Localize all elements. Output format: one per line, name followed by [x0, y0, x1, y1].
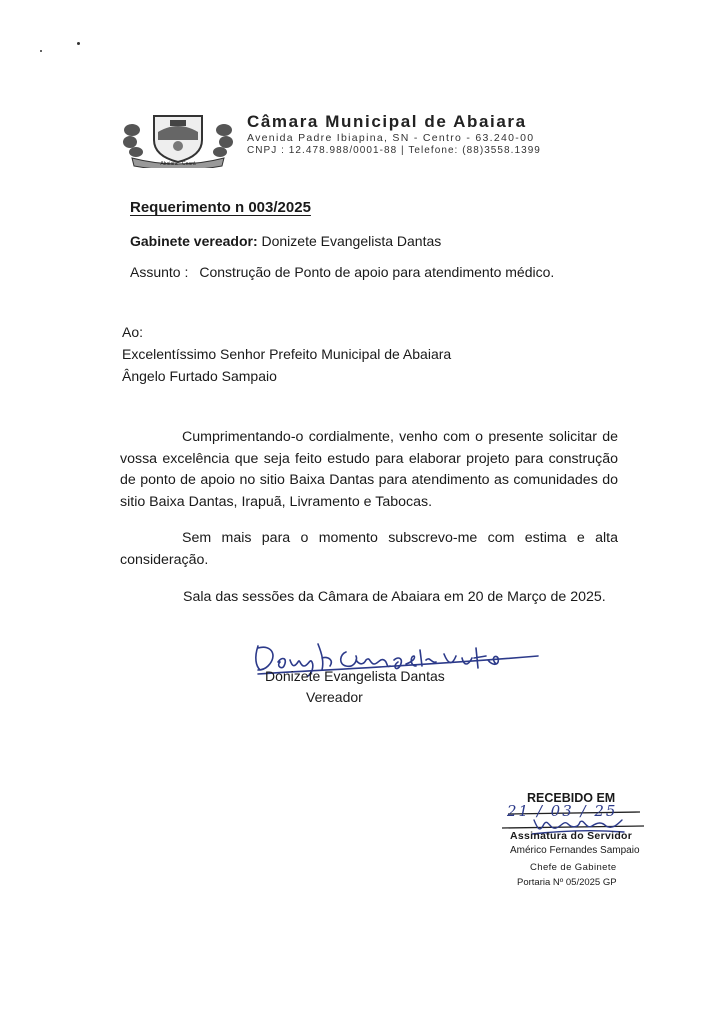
gabinete-label: Gabinete vereador:	[130, 233, 258, 249]
request-title: Requerimento n 003/2025	[130, 199, 311, 216]
crest-ribbon-text: Abaiara - Ceará	[160, 161, 196, 167]
stamp-server-name: Américo Fernandes Sampaio	[510, 845, 640, 856]
body-paragraph-2-text: Sem mais para o momento subscrevo-me com estima e alta consideração.	[120, 530, 618, 568]
assunto-value: Construção de Ponto de apoio para atendimento médico.	[199, 264, 555, 280]
gabinete-line	[130, 233, 441, 249]
stamp-caption: Assinatura do Servidor	[510, 830, 633, 842]
institution-address: Avenida Padre Ibiapina, SN - Centro - 63.240-00	[247, 132, 535, 144]
stamp-server-role: Chefe de Gabinete	[530, 862, 617, 873]
body-paragraph-2	[120, 528, 618, 571]
institution-name: Câmara Municipal de Abaiara	[247, 112, 527, 131]
body-paragraph-1-text: Cumprimentando-o cordialmente, venho com o presente solicitar de vossa excelência que seja feito estudo para elaborar projeto para construção de ponto de apoio no sitio Baixa Dantas para atendimento as comunidades do sitio Baixa Dantas, Irapuã, Livramento e Tabocas.	[120, 429, 618, 510]
stamp-portaria: Portaria Nº 05/2025 GP	[517, 877, 617, 888]
assunto-label: Assunto :	[130, 264, 189, 280]
received-date: 21 / 03 / 25	[507, 802, 618, 820]
crest-logo	[122, 110, 234, 168]
to-label: Ao:	[122, 324, 144, 340]
received-stamp-title: RECEBIDO EM	[527, 791, 616, 805]
assunto-line	[130, 264, 554, 280]
institution-contact: CNPJ : 12.478.988/0001-88 | Telefone: (88)3558.1399	[247, 145, 541, 156]
body-paragraph-1	[120, 427, 618, 513]
gabinete-value: Donizete Evangelista Dantas	[261, 233, 442, 249]
closing-line: Sala das sessões da Câmara de Abaiara em 20 de Março de 2025.	[183, 589, 606, 605]
recipient-title: Excelentíssimo Senhor Prefeito Municipal de Abaiara	[122, 346, 452, 362]
signer-name: Donizete Evangelista Dantas	[265, 668, 445, 684]
recipient-name: Ângelo Furtado Sampaio	[122, 368, 277, 384]
signer-role: Vereador	[306, 689, 363, 705]
